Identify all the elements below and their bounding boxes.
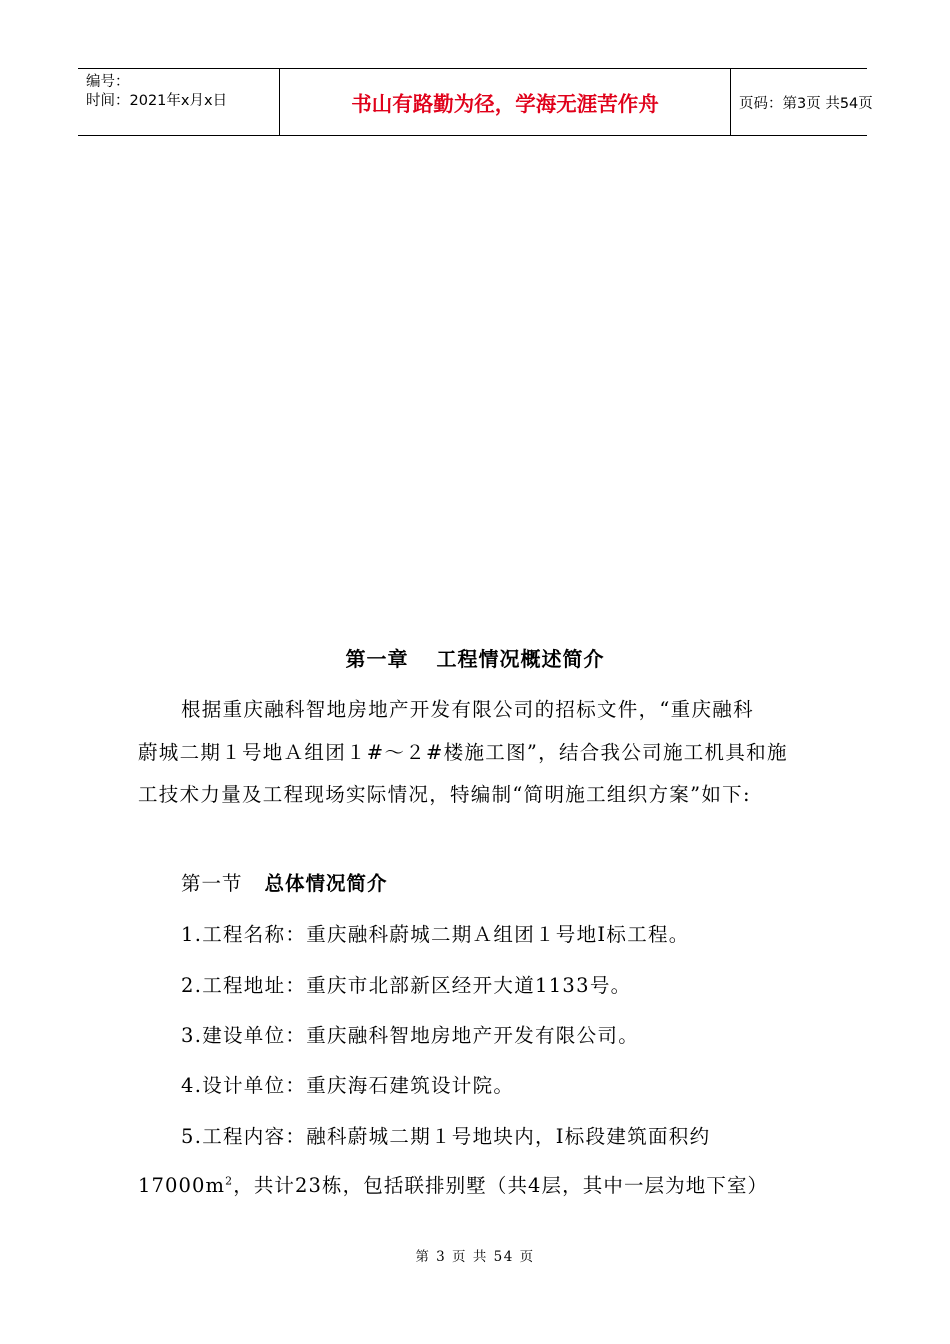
page-footer: 第 3 页 共 54 页	[415, 1249, 535, 1265]
list-item: 2.工程地址：重庆市北部新区经开大道1133号。	[181, 974, 632, 997]
intro-line-3: 工技术力量及工程现场实际情况，特编制“简明施工组织方案”如下:	[138, 783, 751, 806]
document-time-label: 时间：2021年x月x日	[86, 93, 228, 109]
item5-rest: ，共计23栋，包括联排别墅（共4层，其中一层为地下室）	[233, 1174, 769, 1197]
chapter-heading	[0, 643, 950, 672]
intro-line-1: 根据重庆融科智地房地产开发有限公司的招标文件，“重庆融科	[181, 698, 754, 721]
header-table	[78, 68, 873, 136]
section-number: 第一节	[181, 872, 243, 895]
intro-line-2: 蔚城二期１号地Ａ组团１#～２#楼施工图”，结合我公司施工机具和施	[138, 741, 788, 764]
header-meta-cell	[78, 69, 280, 135]
area-value: 17000m	[138, 1174, 226, 1197]
list-item-continuation	[138, 1170, 814, 1198]
list-item: 4.设计单位：重庆海石建筑设计院。	[181, 1074, 515, 1097]
chapter-number: 第一章	[345, 647, 409, 671]
list-item: 3.建设单位：重庆融科智地房地产开发有限公司。	[181, 1024, 640, 1047]
area-superscript: 2	[225, 1174, 234, 1188]
list-item: 1.工程名称：重庆融科蔚城二期Ａ组团１号地Ⅰ标工程。	[181, 923, 690, 946]
header-page-info-cell	[731, 69, 873, 135]
section-title: 总体情况简介	[264, 872, 388, 895]
header-page-info: 页码：第3页 共54页	[739, 95, 873, 112]
document-number-label: 编号：	[86, 74, 130, 90]
chapter-title: 工程情况概述简介	[436, 647, 605, 671]
section-heading	[181, 868, 388, 896]
header-motto: 书山有路勤为径，学海无涯苦作舟	[280, 69, 731, 135]
list-item: 5.工程内容：融科蔚城二期１号地块内，Ⅰ标段建筑面积约	[181, 1125, 711, 1148]
